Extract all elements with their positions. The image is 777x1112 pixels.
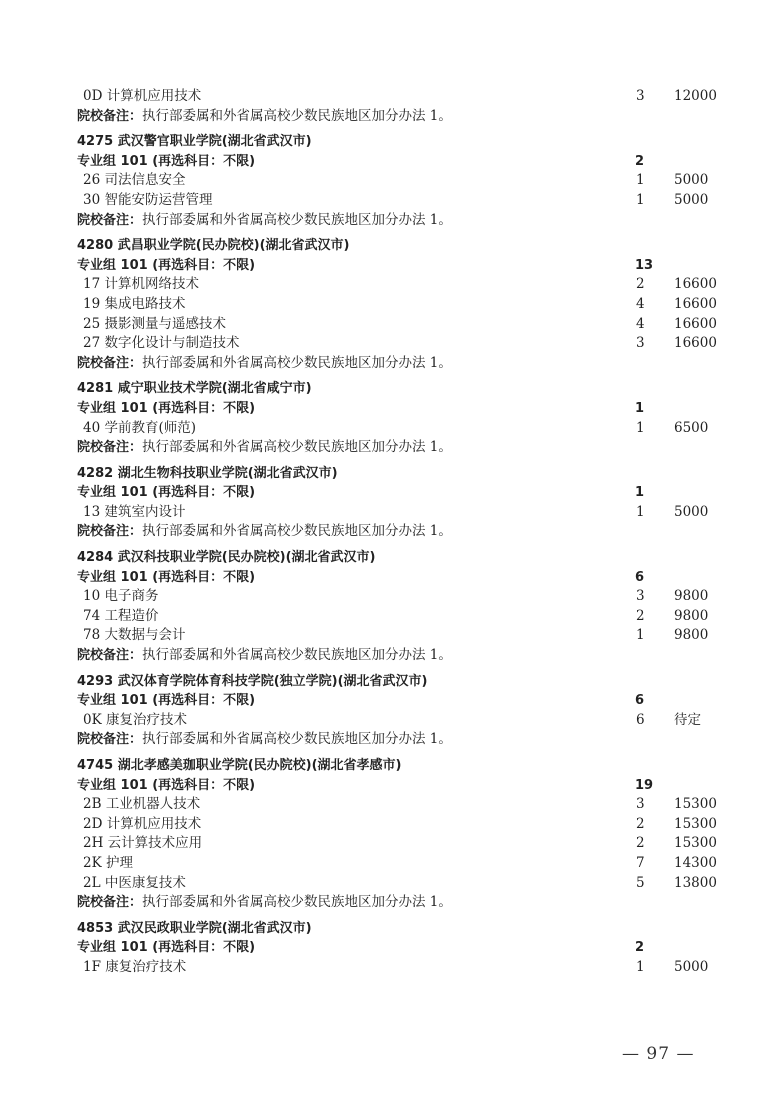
major-code: 2L (83, 874, 101, 891)
major-name-text: 工业机器人技术 (105, 796, 201, 813)
group-count: 1 (635, 400, 645, 416)
major-fee: 14300 (674, 854, 717, 871)
major-code: 2D (83, 815, 103, 832)
note-text: 执行部委属和外省属高校少数民族地区加分办法 1。 (142, 211, 452, 228)
school-name: 4281 咸宁职业技术学院(湖北省咸宁市) (77, 381, 312, 397)
major-label (83, 334, 239, 354)
major-code: 2B (83, 796, 102, 813)
major-count: 1 (636, 958, 645, 975)
major-count: 4 (636, 315, 645, 332)
school-name: 4280 武昌职业学院(民办院校)(湖北省武汉市) (77, 238, 350, 254)
school-heading (0, 672, 777, 692)
major-code: 2H (83, 835, 104, 852)
major-fee: 13800 (674, 874, 717, 891)
note-content (77, 646, 452, 666)
group-label: 专业组 101 (再选科目：不限) (77, 400, 256, 416)
major-row (0, 419, 777, 439)
group-label: 专业组 101 (再选科目：不限) (77, 940, 256, 956)
major-code: 78 (83, 627, 101, 644)
admission-plan-list (0, 87, 777, 978)
major-name-text: 计算机应用技术 (106, 815, 202, 832)
note-text: 执行部委属和外省属高校少数民族地区加分办法 1。 (142, 894, 452, 911)
major-row (0, 815, 777, 835)
major-count: 2 (636, 276, 645, 293)
note-content (77, 730, 452, 750)
major-count: 1 (636, 191, 645, 208)
note-content (77, 522, 452, 542)
major-group-row (0, 483, 777, 503)
note-content (77, 893, 452, 913)
major-label (83, 295, 185, 315)
major-count: 4 (636, 295, 645, 312)
major-name-text: 康复治疗技术 (105, 711, 187, 728)
group-count: 6 (635, 569, 645, 585)
note-text: 执行部委属和外省属高校少数民族地区加分办法 1。 (142, 354, 452, 371)
major-count: 2 (636, 835, 645, 852)
school-heading (0, 756, 777, 776)
note-label: 院校备注： (77, 895, 143, 911)
group-count: 19 (635, 777, 654, 793)
major-code: 25 (83, 315, 101, 332)
major-code: 13 (83, 503, 101, 520)
major-name-text: 摄影测量与遥感技术 (104, 315, 226, 332)
major-group-row (0, 152, 777, 172)
major-label (83, 854, 133, 874)
major-fee: 9800 (674, 588, 709, 605)
school-name: 4284 武汉科技职业学院(民办院校)(湖北省武汉市) (77, 550, 376, 566)
major-row (0, 874, 777, 894)
note-label: 院校备注： (77, 212, 143, 228)
major-group-row (0, 938, 777, 958)
major-fee: 5000 (674, 958, 709, 975)
major-name-text: 云计算技术应用 (107, 835, 203, 852)
major-label (83, 607, 158, 627)
major-name-text: 护理 (105, 854, 133, 871)
note-text: 执行部委属和外省属高校少数民族地区加分办法 1。 (142, 439, 452, 456)
major-count: 3 (636, 335, 645, 352)
major-label (83, 503, 185, 523)
major-name-text: 康复治疗技术 (105, 958, 187, 975)
major-name-text: 计算机网络技术 (104, 276, 199, 293)
school-note (0, 354, 777, 374)
note-text: 执行部委属和外省属高校少数民族地区加分办法 1。 (142, 647, 452, 664)
major-fee: 5000 (674, 503, 709, 520)
note-content (77, 354, 452, 374)
school-name: 4293 武汉体育学院体育科技学院(独立学院)(湖北省武汉市) (77, 673, 428, 689)
major-name-text: 司法信息安全 (104, 172, 186, 189)
school-heading (0, 132, 777, 152)
note-content (77, 107, 452, 127)
note-label: 院校备注： (77, 648, 143, 664)
major-row (0, 607, 777, 627)
major-fee: 16600 (674, 276, 717, 293)
major-fee: 15300 (674, 835, 717, 852)
note-label: 院校备注： (77, 524, 143, 540)
note-label: 院校备注： (77, 355, 143, 371)
major-label (83, 315, 226, 335)
major-count: 1 (636, 503, 645, 520)
major-code: 1F (83, 958, 101, 975)
school-heading (0, 236, 777, 256)
group-count: 2 (635, 940, 645, 956)
major-group-row (0, 568, 777, 588)
school-name: 4275 武汉警官职业学院(湖北省武汉市) (77, 134, 312, 150)
major-label (83, 275, 199, 295)
group-label: 专业组 101 (再选科目：不限) (77, 569, 256, 585)
page-number: — 97 — (622, 1044, 695, 1064)
note-label: 院校备注： (77, 732, 143, 748)
school-name: 4282 湖北生物科技职业学院(湖北省武汉市) (77, 465, 338, 481)
major-group-row (0, 776, 777, 796)
major-label (83, 711, 187, 731)
major-count: 1 (636, 627, 645, 644)
school-name: 4853 武汉民政职业学院(湖北省武汉市) (77, 920, 312, 936)
group-label: 专业组 101 (再选科目：不限) (77, 693, 256, 709)
major-row (0, 171, 777, 191)
major-label (83, 191, 212, 211)
major-row (0, 191, 777, 211)
group-count: 1 (635, 485, 645, 501)
major-code: 26 (83, 172, 101, 189)
major-label (83, 834, 202, 854)
major-fee: 16600 (674, 335, 717, 352)
major-fee: 16600 (674, 295, 717, 312)
major-code: 0K (83, 711, 102, 728)
note-content (77, 438, 452, 458)
group-label: 专业组 101 (再选科目：不限) (77, 153, 256, 169)
major-label (83, 87, 201, 107)
major-code: 74 (83, 607, 101, 624)
major-label (83, 795, 200, 815)
major-row (0, 795, 777, 815)
group-count: 6 (635, 693, 645, 709)
major-fee: 12000 (674, 88, 717, 104)
major-count: 3 (636, 588, 645, 605)
major-count: 2 (636, 607, 645, 624)
major-name-text: 中医康复技术 (104, 874, 186, 891)
note-text: 执行部委属和外省属高校少数民族地区加分办法 1。 (142, 731, 452, 748)
school-name: 4745 湖北孝感美珈职业学院(民办院校)(湖北省孝感市) (77, 758, 402, 773)
school-note (0, 893, 777, 913)
major-name-text: 大数据与会计 (104, 627, 186, 644)
major-name-text: 建筑室内设计 (104, 503, 186, 520)
major-group-row (0, 256, 777, 276)
group-label: 专业组 101 (再选科目：不限) (77, 485, 256, 501)
major-row (0, 275, 777, 295)
school-heading (0, 548, 777, 568)
major-code: 0D (83, 88, 103, 104)
major-code: 17 (83, 276, 101, 293)
major-name-text: 计算机应用技术 (106, 88, 202, 104)
major-label (83, 874, 186, 894)
major-label (83, 815, 201, 835)
major-fee: 15300 (674, 815, 717, 832)
major-name-text: 工程造价 (104, 607, 159, 624)
school-heading (0, 379, 777, 399)
school-note (0, 730, 777, 750)
school-note (0, 211, 777, 231)
major-row (0, 587, 777, 607)
major-count: 2 (636, 815, 645, 832)
major-code: 30 (83, 191, 101, 208)
school-note (0, 438, 777, 458)
major-row (0, 334, 777, 354)
major-label (83, 958, 186, 978)
note-label: 院校备注： (77, 108, 143, 124)
school-note (0, 646, 777, 666)
major-row (0, 503, 777, 523)
school-note (0, 107, 777, 127)
school-heading (0, 464, 777, 484)
major-row (0, 626, 777, 646)
major-label (83, 587, 158, 607)
major-fee: 9800 (674, 627, 709, 644)
note-text: 执行部委属和外省属高校少数民族地区加分办法 1。 (142, 523, 452, 540)
major-count: 7 (636, 854, 645, 871)
major-group-row (0, 691, 777, 711)
major-name-text: 数字化设计与制造技术 (104, 335, 240, 352)
major-count: 3 (636, 88, 645, 104)
note-content (77, 211, 452, 231)
major-fee: 待定 (674, 711, 701, 728)
major-name-text: 电子商务 (104, 588, 159, 605)
major-row (0, 315, 777, 335)
note-text: 执行部委属和外省属高校少数民族地区加分办法 1。 (142, 107, 452, 124)
major-fee: 6500 (674, 419, 709, 436)
major-name-text: 学前教育(师范) (104, 419, 197, 436)
major-row (0, 295, 777, 315)
major-code: 19 (83, 295, 101, 312)
major-label (83, 419, 196, 439)
major-count: 1 (636, 419, 645, 436)
major-group-row (0, 399, 777, 419)
major-fee: 5000 (674, 172, 709, 189)
major-fee: 16600 (674, 315, 717, 332)
major-row (0, 958, 777, 978)
group-count: 2 (635, 153, 645, 169)
major-name-text: 智能安防运营管理 (104, 191, 213, 208)
group-count: 13 (635, 257, 654, 273)
group-label: 专业组 101 (再选科目：不限) (77, 777, 256, 793)
major-count: 1 (636, 172, 645, 189)
major-code: 40 (83, 419, 101, 436)
major-count: 3 (636, 796, 645, 813)
major-fee: 15300 (674, 796, 717, 813)
major-label (83, 626, 185, 646)
major-count: 6 (636, 711, 645, 728)
major-label (83, 171, 185, 191)
note-label: 院校备注： (77, 440, 143, 456)
school-heading (0, 919, 777, 939)
major-row (0, 87, 777, 107)
major-count: 5 (636, 874, 645, 891)
group-label: 专业组 101 (再选科目：不限) (77, 257, 256, 273)
major-row (0, 854, 777, 874)
major-row (0, 711, 777, 731)
major-row (0, 834, 777, 854)
major-code: 2K (83, 854, 102, 871)
major-code: 10 (83, 588, 101, 605)
major-fee: 5000 (674, 191, 709, 208)
school-note (0, 522, 777, 542)
major-code: 27 (83, 335, 101, 352)
major-fee: 9800 (674, 607, 709, 624)
major-name-text: 集成电路技术 (104, 295, 186, 312)
